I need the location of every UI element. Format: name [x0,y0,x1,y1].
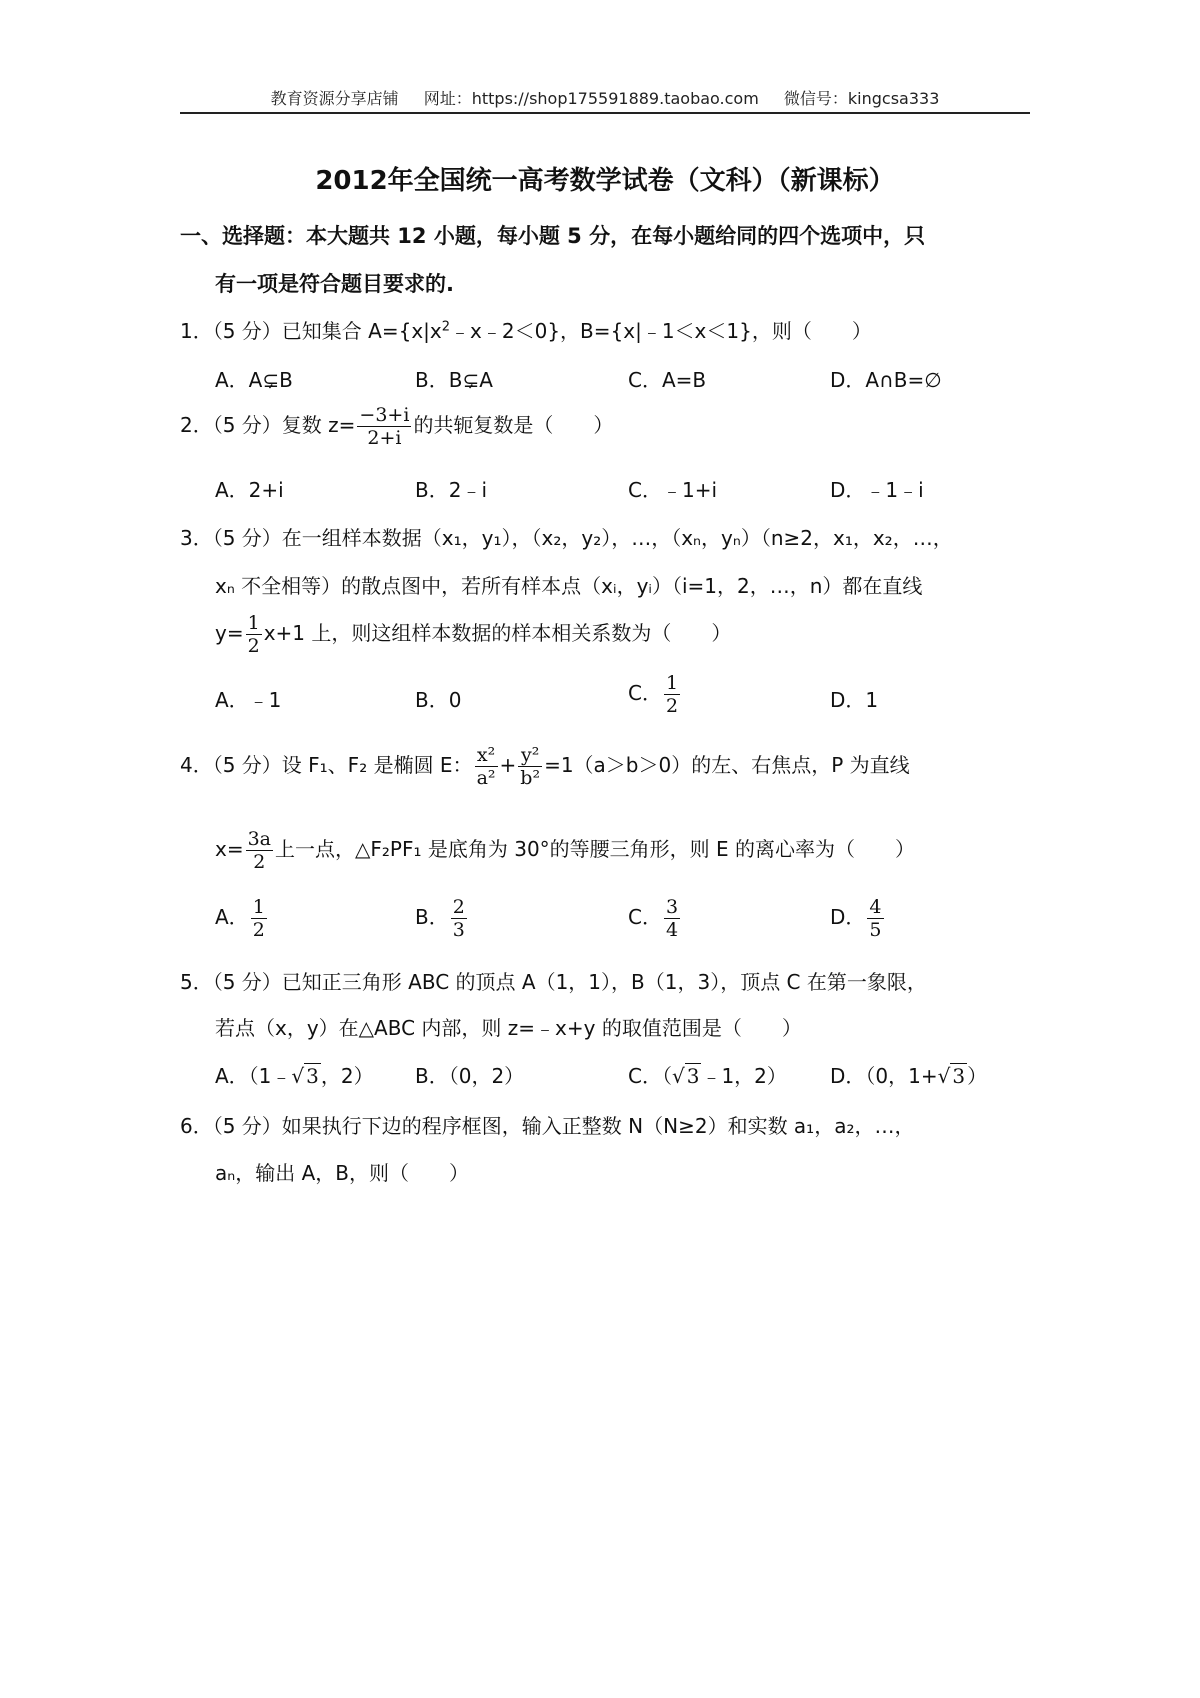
header-wechat: 微信号：kingcsa333 [783,89,940,108]
q3-option-c [628,672,682,717]
q5-option-a [215,1060,374,1089]
q3-numerator: 1 [247,612,260,634]
q4-line1-part1: 4．（5 分）设 F₁、F₂ 是椭圆 E： [180,753,473,777]
q2-stem-part2: 的共轭复数是（ ） [413,413,614,437]
question-1-stem [180,315,872,344]
q1-option-a: A．A⊊B [215,368,293,392]
q5-option-b: B．（0，2） [415,1064,525,1088]
q4-option-c-fraction [664,896,680,941]
q4-line2-part1: x= [215,837,244,861]
section-heading-line2: 有一项是符合题目要求的. [215,272,454,296]
q4-optb-numerator: 2 [452,896,465,918]
question-6-line1: 6．（5 分）如果执行下边的程序框图，输入正整数 N（N≥2）和实数 a₁，a₂，…， [180,1114,915,1138]
q2-option-b: B．2﹣i [415,478,488,502]
q3-optc-denominator: 2 [665,695,679,717]
q5-optc-radicand: 3 [686,1064,700,1088]
question-4-line1 [180,744,910,789]
q4-line1-part2: =1（a＞b＞0）的左、右焦点，P 为直线 [544,753,910,777]
q2-denominator: 2+i [367,427,402,449]
q2-stem-part1: 2．（5 分）复数 z= [180,413,356,437]
q5-option-a-part1: A．（1﹣ [215,1064,292,1088]
q4-optd-numerator: 4 [869,896,882,918]
sqrt-icon: √ 3 [671,1064,700,1088]
q4-frac3-numerator: 3a [247,828,272,850]
q4-fraction-x [475,744,498,789]
question-2-stem [180,404,613,449]
q4-option-b-label: B． [415,905,449,929]
q5-option-d-part2: ） [967,1064,988,1088]
q1-stem-part2: ﹣x﹣2＜0}，B={x|﹣1＜x＜1}，则（ ） [450,319,872,343]
q3-option-c-label: C． [628,681,662,705]
q2-option-a: A．2+i [215,478,284,502]
question-6-line2: aₙ，输出 A，B，则（ ） [215,1161,469,1185]
q4-option-a [215,896,269,941]
q4-frac3-denominator: 2 [253,851,266,873]
q4-fraction-y [518,744,542,789]
header-divider [180,112,1030,114]
q2-option-d: D．﹣1﹣i [830,478,924,502]
q1-superscript: 2 [441,319,451,335]
header-url: 网址：https://shop175591889.taobao.com [423,89,759,108]
question-3-line2: xₙ 不全相等）的散点图中，若所有样本点（xᵢ，yᵢ）（i=1，2，…，n）都在直线 [215,574,923,598]
q4-option-b-fraction [451,896,467,941]
q4-fraction-3a2 [246,828,273,873]
q4-optc-denominator: 4 [665,919,679,941]
q4-opta-numerator: 1 [252,896,265,918]
q1-stem-part1: 1．（5 分）已知集合 A={x|x [180,319,442,343]
header-shop: 教育资源分享店铺 [270,89,399,108]
q4-option-c [628,896,682,941]
q4-option-a-fraction [251,896,267,941]
q5-option-c-part2: ﹣1，2） [701,1064,787,1088]
q4-option-a-label: A． [215,905,249,929]
q4-option-b [415,896,469,941]
q2-fraction [357,404,411,449]
question-3-line1: 3．（5 分）在一组样本数据（x₁，y₁），（x₂，y₂），…，（xₙ，yₙ）（n≥2，x₁，x₂，…， [180,526,953,550]
q2-option-c: C．﹣1+i [628,478,718,502]
q4-plus: + [499,753,517,777]
q4-option-d-label: D． [830,905,866,929]
q5-option-a-part2: ，2） [320,1064,374,1088]
q4-optd-denominator: 5 [869,919,882,941]
q3-line3-part1: y= [215,621,244,645]
q5-option-d [830,1060,987,1089]
q1-option-b: B．B⊊A [415,368,493,392]
q4-opta-denominator: 2 [252,919,265,941]
question-3-line3 [215,612,731,657]
page-title: 2012年全国统一高考数学试卷（文科）（新课标） [315,166,895,196]
q3-option-d: D．1 [830,688,879,712]
q3-optc-numerator: 1 [665,672,679,694]
q5-option-d-part1: D．（0，1+ [830,1064,938,1088]
q5-opta-radicand: 3 [306,1064,319,1088]
q4-frac1-denominator: a² [476,767,496,789]
q3-option-a: A．﹣1 [215,688,282,712]
question-4-line2 [215,828,915,873]
sqrt-icon: √ 3 [291,1064,319,1088]
q1-option-c: C．A=B [628,368,707,392]
q1-option-d: D．A∩B=∅ [830,368,942,392]
q3-denominator: 2 [247,635,260,657]
q5-option-c-part1: C．（ [628,1064,672,1088]
q4-optb-denominator: 3 [452,919,465,941]
q3-fraction [246,612,262,657]
sqrt-icon: √ 3 [937,1064,966,1088]
q5-option-c [628,1060,787,1089]
q3-option-c-fraction [664,672,680,717]
question-5-line2: 若点（x，y）在△ABC 内部，则 z=﹣x+y 的取值范围是（ ） [215,1016,802,1040]
q4-frac1-numerator: x² [475,744,498,767]
page-header [180,86,1030,109]
q2-numerator: −3+i [359,404,410,426]
question-5-line1: 5．（5 分）已知正三角形 ABC 的顶点 A（1，1），B（1，3），顶点 C 在第一象限， [180,970,927,994]
q4-optc-numerator: 3 [665,896,679,918]
q3-option-b: B．0 [415,688,462,712]
q4-option-d [830,896,886,941]
q3-line3-part2: x+1 上，则这组样本数据的样本相关系数为（ ） [263,621,732,645]
section-heading-line1: 一、选择题：本大题共 12 小题，每小题 5 分，在每小题给同的四个选项中，只 [180,224,926,248]
q4-line2-part2: 上一点，△F₂PF₁ 是底角为 30°的等腰三角形，则 E 的离心率为（ ） [275,837,916,861]
q4-option-c-label: C． [628,905,662,929]
q5-optd-radicand: 3 [952,1064,966,1088]
q4-frac2-denominator: b² [520,767,541,789]
q4-frac2-numerator: y² [518,744,542,767]
q4-option-d-fraction [867,896,883,941]
